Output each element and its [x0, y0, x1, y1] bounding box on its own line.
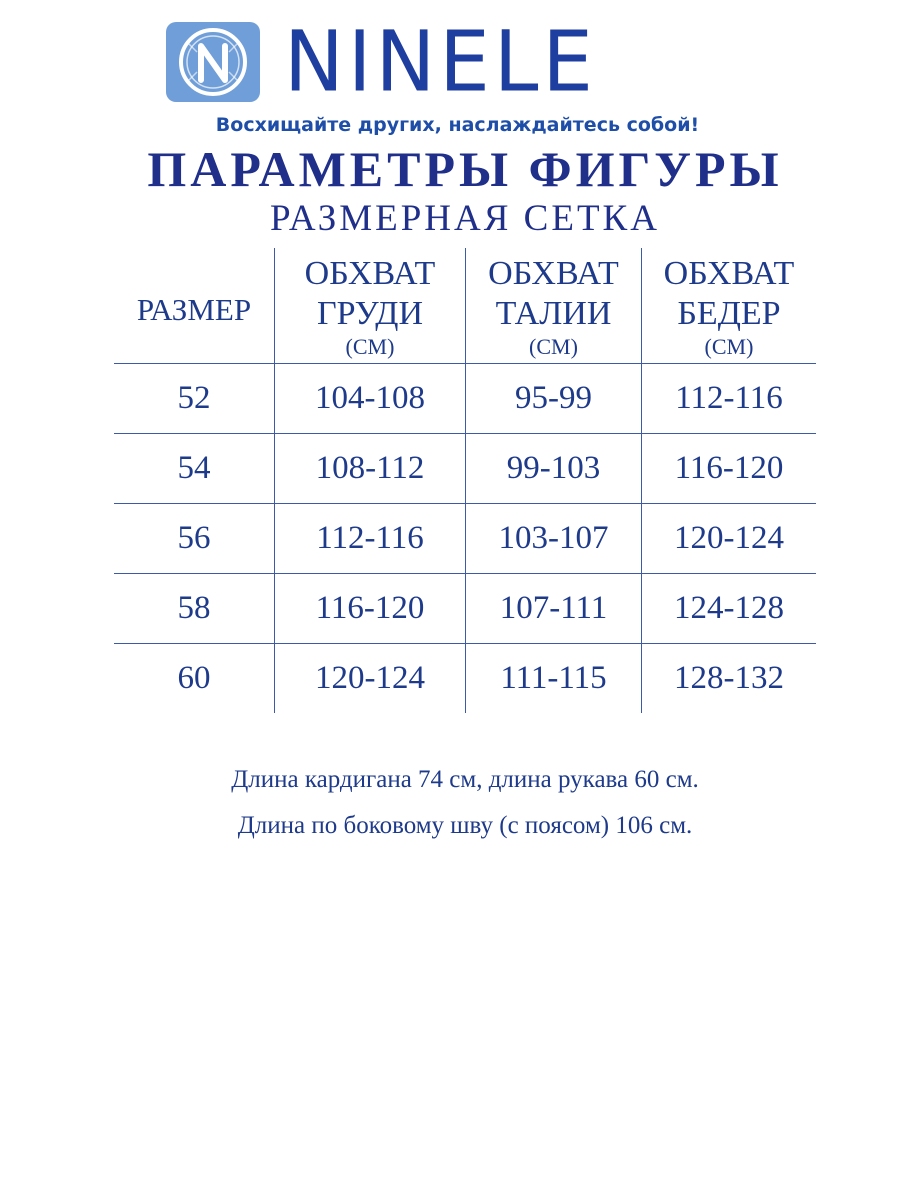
cell-chest: 112-116	[274, 504, 465, 573]
cell-hips: 116-120	[641, 434, 816, 503]
cell-waist: 107-111	[465, 574, 641, 643]
table-row	[114, 364, 816, 434]
table-row	[114, 504, 816, 574]
cell-hips: 120-124	[641, 504, 816, 573]
cell-hips: 112-116	[641, 364, 816, 433]
cell-hips: 128-132	[641, 644, 816, 713]
header-waist-line1: ОБХВАТ	[488, 254, 619, 292]
cell-size: 56	[177, 520, 211, 556]
note-side-seam: Длина по боковому шву (с поясом) 106 см.	[237, 812, 693, 839]
header-chest-unit: (СМ)	[345, 333, 395, 359]
header-chest-line2: ГРУДИ	[316, 294, 424, 332]
brand-name: NINELE	[284, 12, 597, 111]
page-title: ПАРАМЕТРЫ ФИГУРЫ	[147, 141, 783, 197]
cell-chest: 120-124	[274, 644, 465, 713]
table-row	[114, 574, 816, 644]
cell-size: 52	[177, 380, 211, 416]
cell-chest: 104-108	[274, 364, 465, 433]
header-chest	[274, 248, 465, 363]
header-hips-unit: (СМ)	[704, 333, 754, 359]
header-hips	[641, 248, 816, 363]
cell-size: 60	[177, 660, 211, 696]
brand-logo	[166, 12, 597, 111]
table-header-row	[114, 248, 816, 364]
cell-size: 58	[177, 590, 211, 626]
cell-waist: 99-103	[465, 434, 641, 503]
cell-waist: 103-107	[465, 504, 641, 573]
header-waist	[465, 248, 641, 363]
header-size-label: РАЗМЕР	[136, 291, 252, 327]
cell-chest: 116-120	[274, 574, 465, 643]
size-chart-table	[114, 248, 816, 713]
table-row	[114, 644, 816, 713]
table-row	[114, 434, 816, 504]
header-hips-line2: БЕДЕР	[677, 294, 781, 332]
header-waist-line2: ТАЛИИ	[495, 294, 612, 332]
cell-size: 54	[177, 450, 211, 486]
cell-waist: 111-115	[465, 644, 641, 713]
garment-notes	[0, 757, 900, 849]
header-waist-unit: (СМ)	[529, 333, 578, 359]
brand-tagline: Восхищайте других, наслаждайтесь собой!	[215, 114, 700, 136]
ninele-emblem-icon	[166, 22, 260, 102]
header-size	[114, 248, 274, 363]
cell-hips: 124-128	[641, 574, 816, 643]
page-subtitle: РАЗМЕРНАЯ СЕТКА	[270, 198, 660, 239]
cell-chest: 108-112	[274, 434, 465, 503]
header-chest-line1: ОБХВАТ	[304, 254, 436, 292]
cell-waist: 95-99	[465, 364, 641, 433]
header-hips-line1: ОБХВАТ	[663, 254, 795, 292]
note-length-sleeve: Длина кардигана 74 см, длина рукава 60 см.	[231, 766, 699, 793]
